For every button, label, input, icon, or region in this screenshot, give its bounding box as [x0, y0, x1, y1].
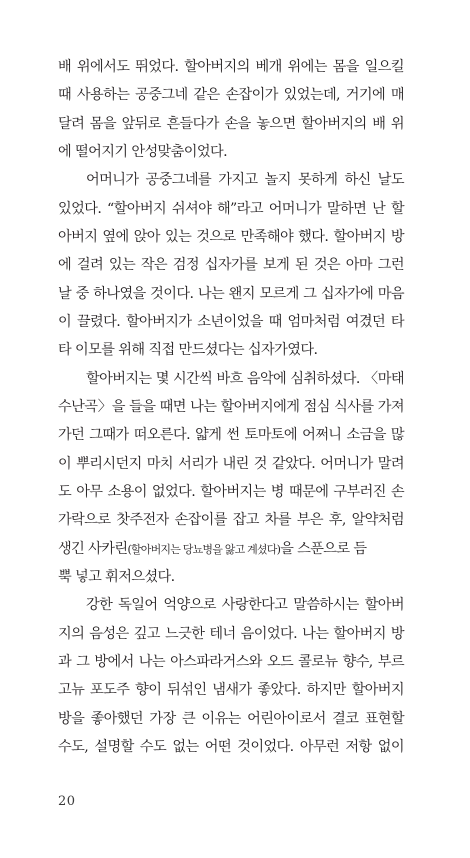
text-line: 과 그 방에서 나는 아스파라거스와 오드 콜로뉴 향수, 부르 — [58, 654, 404, 670]
text-line: 이 뿌리시던지 마치 서리가 내린 것 같았다. 어머니가 말려 — [58, 456, 404, 472]
text-line: 도 아무 소용이 없었다. 할아버지는 병 때문에 구부러진 손 — [58, 484, 404, 500]
text-fragment: 을 스푼으로 듬 — [280, 541, 367, 557]
text-fragment: 생긴 사카린 — [58, 541, 128, 557]
text-line: 때 사용하는 공중그네 같은 손잡이가 있었는데, 거기에 매 — [58, 87, 404, 103]
text-line: 수도, 설명할 수도 없는 어떤 것이었다. 아무런 저항 없이 — [58, 739, 404, 755]
text-line: 아버지 옆에 앉아 있는 것으로 만족해야 했다. 할아버지 방 — [58, 229, 404, 245]
text-line: 이 끌렸다. 할아버지가 소년이었을 때 엄마처럼 여겼던 타 — [58, 314, 404, 330]
text-line: 가락으로 찻주전자 손잡이를 잡고 차를 부은 후, 알약처럼 — [58, 512, 404, 528]
text-line: 어머니가 공중그네를 가지고 놀지 못하게 하신 날도 — [86, 172, 404, 188]
text-line: 강한 독일어 억양으로 사랑한다고 말씀하시는 할아버 — [86, 597, 404, 613]
text-line: 에 걸려 있는 작은 검정 십자가를 보게 된 것은 아마 그런 — [58, 257, 404, 273]
text-line: 지의 음성은 깊고 느긋한 테너 음이었다. 나는 할아버지 방 — [58, 626, 404, 642]
text-line: 날 중 하나였을 것이다. 나는 왠지 모르게 그 십자가에 마음 — [58, 286, 404, 302]
text-line: 수난곡〉을 들을 때면 나는 할아버지에게 점심 식사를 가져 — [58, 399, 404, 415]
text-line: 뿍 넣고 휘저으셨다. — [58, 569, 175, 585]
text-line: 할아버지는 몇 시간씩 바흐 음악에 심취하셨다. 〈마태 — [86, 371, 404, 387]
text-line — [58, 539, 404, 560]
text-line: 방을 좋아했던 가장 큰 이유는 어린아이로서 결코 표현할 — [58, 711, 404, 727]
text-line: 있었다. “할아버지 쉬셔야 해”라고 어머니가 말하면 난 할 — [58, 201, 404, 217]
text-line: 달려 몸을 앞뒤로 흔들다가 손을 놓으면 할아버지의 배 위 — [58, 116, 404, 132]
page-number: 20 — [58, 794, 76, 809]
text-line: 에 떨어지기 안성맞춤이었다. — [58, 144, 227, 160]
text-line: 타 이모를 위해 직접 만드셨다는 십자가였다. — [58, 342, 318, 358]
parenthetical-note: (할아버지는 당뇨병을 앓고 계셨다) — [127, 543, 281, 556]
text-line: 고뉴 포도주 향이 뒤섞인 냄새가 좋았다. 하지만 할아버지 — [58, 682, 404, 698]
text-line: 가던 그때가 떠오른다. 얇게 썬 토마토에 어쩌니 소금을 많 — [58, 427, 404, 443]
text-line: 배 위에서도 뛰었다. 할아버지의 베개 위에는 몸을 일으킬 — [58, 59, 404, 75]
